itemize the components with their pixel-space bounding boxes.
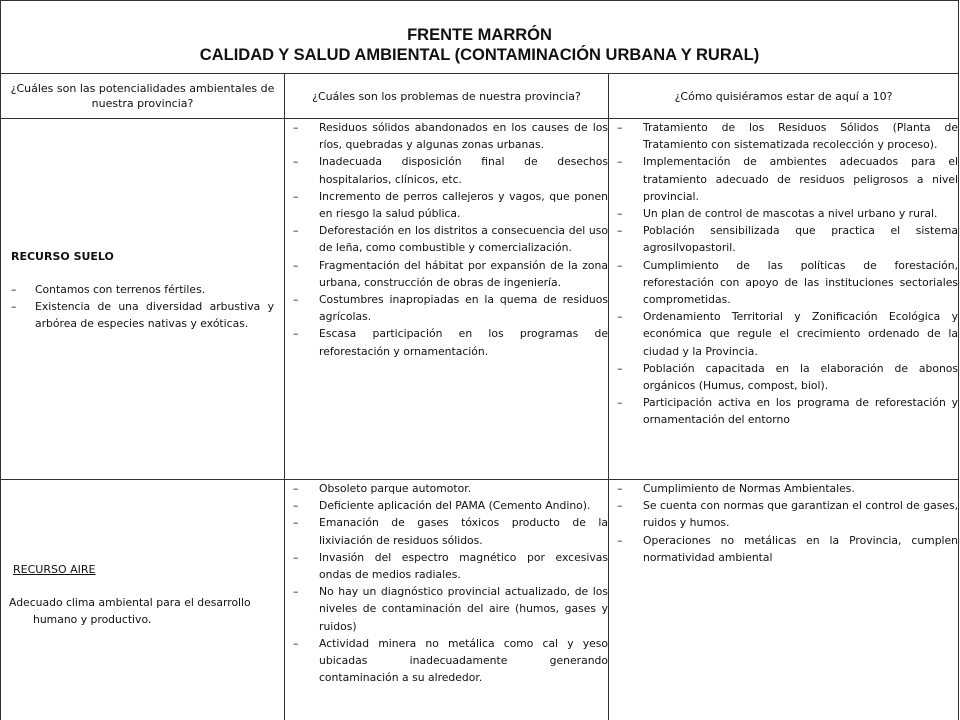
list-item: – Inadecuada disposición final de desechos hospitalarios, clínicos, etc. xyxy=(285,153,608,187)
list-item: – Cumplimiento de Normas Ambientales. xyxy=(609,480,958,497)
title-cell xyxy=(1,1,959,74)
list-item: – Costumbres inapropiadas en la quema de residuos agrícolas. xyxy=(285,291,608,325)
list-item: – Participación activa en los programa de reforestación y ornamentación del entorno xyxy=(609,394,958,428)
list-item: – Se cuenta con normas que garantizan el control de gases, ruidos y humos. xyxy=(609,497,958,531)
suelo-goals-list xyxy=(609,119,958,429)
aire-title: RECURSO AIRE xyxy=(13,563,96,576)
list-item: – Contamos con terrenos fértiles. xyxy=(11,281,274,298)
list-item: – Deficiente aplicación del PAMA (Cemento Andino). xyxy=(285,497,608,514)
list-item: – Emanación de gases tóxicos producto de la lixiviación de residuos sólidos. xyxy=(285,514,608,548)
list-item: – Población sensibilizada que practica el sistema agrosilvopastoril. xyxy=(609,222,958,256)
header-potentials: ¿Cuáles son las potencialidades ambientales de nuestra provincia? xyxy=(1,74,285,119)
list-item: – No hay un diagnóstico provincial actualizado, de los niveles de contaminación del aire (humos, gases y ruidos) xyxy=(285,583,608,635)
document-title: FRENTE MARRÓN xyxy=(407,26,552,44)
list-item: – Residuos sólidos abandonados en los causes de los ríos, quebradas y algunas zonas urbanas. xyxy=(285,119,608,153)
suelo-goals-cell xyxy=(609,119,959,480)
list-item: – Un plan de control de mascotas a nivel urbano y rural. xyxy=(609,205,958,222)
list-item: – Obsoleto parque automotor. xyxy=(285,480,608,497)
aire-goals-list xyxy=(609,480,958,566)
suelo-title: RECURSO SUELO xyxy=(11,250,114,263)
list-item: – Cumplimiento de las políticas de forestación, reforestación con apoyo de las instituciones sectoriales comprometidas. xyxy=(609,257,958,309)
document-subtitle: CALIDAD Y SALUD AMBIENTAL (CONTAMINACIÓN URBANA Y RURAL) xyxy=(199,46,760,64)
header-problems: ¿Cuáles son los problemas de nuestra provincia? xyxy=(285,74,609,119)
list-item: – Operaciones no metálicas en la Provincia, cumplen normatividad ambiental xyxy=(609,532,958,566)
aire-potentials-cell xyxy=(1,480,285,720)
list-item: – Tratamiento de los Residuos Sólidos (Planta de Tratamiento con sistematizada recolección y proceso). xyxy=(609,119,958,153)
list-item: – Población capacitada en la elaboración de abonos orgánicos (Humus, compost, biol). xyxy=(609,360,958,394)
aire-problems-cell xyxy=(285,480,609,720)
list-item: – Existencia de una diversidad arbustiva y arbórea de especies nativas y exóticas. xyxy=(11,298,274,332)
list-item: – Actividad minera no metálica como cal y yeso ubicadas inadecuadamente generando contaminación a su alrededor. xyxy=(285,635,608,687)
list-item: – Implementación de ambientes adecuados para el tratamiento adecuado de residuos peligrosos a nivel provincial. xyxy=(609,153,958,205)
list-item: – Fragmentación del hábitat por expansión de la zona urbana, construcción de obras de ingeniería. xyxy=(285,257,608,291)
list-item: – Escasa participación en los programas de reforestación y ornamentación. xyxy=(285,325,608,359)
suelo-potentials-cell xyxy=(1,119,285,480)
suelo-potentials-list xyxy=(11,281,274,333)
aire-problems-list xyxy=(285,480,608,686)
list-item: – Ordenamiento Territorial y Zonificación Ecológica y económica que regule el crecimiento ordenado de la ciudad y la Provincia. xyxy=(609,308,958,360)
list-item: – Deforestación en los distritos a consecuencia del uso de leña, como combustible y comercialización. xyxy=(285,222,608,256)
aire-potential-line1: Adecuado clima ambiental para el desarrollo xyxy=(9,596,251,609)
suelo-problems-list xyxy=(285,119,608,360)
list-item: – Invasión del espectro magnético por excesivas ondas de medios radiales. xyxy=(285,549,608,583)
header-goals: ¿Cómo quisiéramos estar de aquí a 10? xyxy=(609,74,959,119)
aire-potential-line2: humano y productivo. xyxy=(33,613,152,627)
suelo-problems-cell xyxy=(285,119,609,480)
list-item: – Incremento de perros callejeros y vagos, que ponen en riesgo la salud pública. xyxy=(285,188,608,222)
aire-goals-cell xyxy=(609,480,959,720)
